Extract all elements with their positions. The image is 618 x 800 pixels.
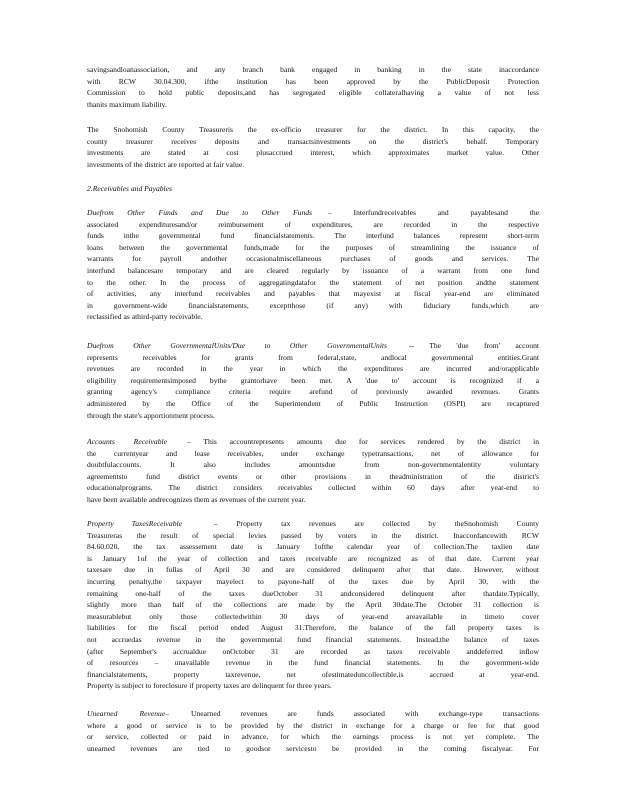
text-line: funds inthe governmental fund financialstatements. The interfund balances represent short-term	[87, 231, 539, 241]
paragraph-deposits	[87, 64, 539, 110]
text-line: through the state's apportionment process.	[87, 410, 215, 420]
text-line: financialstatements, property taxrevenue, net ofestimateduncollectible,is accrued at year-end.	[87, 669, 539, 679]
text-line: have been available andrecognizes them as revenues of the current year.	[87, 494, 306, 504]
text-line: revenues are recorded in the year in which the expenditures are incurred and/orapplicable	[87, 364, 539, 374]
text-line: associated expendituresand/or reimbursement of expenditures, are recorded in the respective	[87, 219, 539, 229]
text-line: Unearned revenues are funds associated with exchange-type transactions	[191, 709, 539, 718]
text-line: doubtfulaccounts. It also includes amountsdue from non-governmentalentity voluntary	[87, 460, 539, 470]
text-line: Treasureras the result of special levies passed by voters in the district. Inaccordancewith RCW	[87, 530, 539, 540]
text-line: of activities, any interfund receivables and payables that mayexist at fiscal year-end are eliminated	[87, 289, 539, 299]
text-line: or service, collected or paid in advance, for which the earnings process is not yet complete. The	[87, 732, 539, 742]
text-line: incurring penalty,the taxpayer mayelect to payone-half of the taxes due by April 30, with the	[87, 576, 539, 586]
text-line: investments of the district are reported at fair value.	[87, 159, 245, 169]
text-line: warrants for payroll andother occasionalmiscellaneous purchases of goods and services. The	[87, 254, 539, 264]
text-line: The Snohomish County Treasureris the ex-officio treasurer for the district. In this capacity, the	[87, 125, 539, 134]
text-line: Property is subject to foreclosure if property taxes are delinquent for three years.	[87, 681, 332, 691]
text-line: of resources – unavailable revenue in the fund financial statements. In the government-wide	[87, 658, 539, 668]
text-line: loans between the governmental funds,made for the purposes of streamlining the issuance of	[87, 242, 539, 252]
heading-receivables-payables: 2.Receivables and Payables	[87, 184, 172, 193]
text-line: savingsandloanassociation, and any branch bank engaged in banking in the state inaccordance	[87, 65, 539, 74]
text-line: – Property tax revenues are collected by theSnohomish County	[214, 519, 539, 528]
text-line: investments are stated at cost plusaccrued interest, which approximates market value. Other	[87, 148, 539, 158]
text-line: eligibility requirementsimposed bythe grantorhave been met. A 'due to' account is recognized if a	[87, 375, 539, 385]
paragraph-treasurer	[87, 124, 539, 170]
text-line: 84.60.020, the tax assessement date is January 1ofthe calendar year of collection.The taxlien date	[87, 542, 539, 552]
text-line: -- The 'due from' account	[409, 341, 539, 350]
text-line: taxesare due in fullas of April 30 and are considered delinquent after that date. However, without	[87, 565, 539, 575]
subheading-unearned-revenue: Unearned Revenue–	[87, 709, 169, 718]
paragraph-unearned-revenue	[87, 708, 539, 754]
subheading-due-from-other-funds: Duefrom Other Funds and Due to Other Funds	[87, 208, 312, 217]
text-line: administered by the Office of the Superintendent of Public Instruction (OSPI) are recaptured	[87, 398, 539, 408]
text-line: measurablebut only those collectedwithin 30 days of year-end areavailable in timeto cover	[87, 611, 539, 621]
subheading-accounts-receivable: Accounts Receivable	[87, 437, 167, 446]
text-line: – Interfundreceivables and payablesand the	[328, 208, 539, 217]
subheading-property-taxes: Property TaxesReceivable	[87, 519, 182, 528]
text-line: not accruedas revenue in the governmental fund financial statements. Instead,the balance of taxes	[87, 634, 539, 644]
section-heading	[87, 183, 539, 195]
text-line: with RCW 30.04.300, ifthe institution has been approved by the PublicDeposit Protection	[87, 76, 539, 86]
paragraph-due-from-other-funds	[87, 207, 539, 323]
text-line: remaining one-half of the taxes dueOctober 31 andconsidered delinquent after thatdate.Typically,	[87, 588, 539, 598]
text-line: educationalprograms. The district considers receivables collected within 60 days after year-end to	[87, 483, 539, 493]
text-line: granting agency's compliance criteria require arefund of previously awarded revenues. Grants	[87, 387, 539, 397]
text-line: (after September's accrualdue onOctober 31 are recorded as taxes receivable anddeferred inflow	[87, 646, 539, 656]
text-line: where a good or service is to be provided by the district in exchange for a charge or fee for that good	[87, 720, 539, 730]
subheading-due-from-governmental-units: Duefrom Other GovernmentalUnits/Due to Other GovernmentalUnits	[87, 341, 387, 350]
text-line: slightly more than half of the collections are made by the April 30date.The October 31 collection is	[87, 600, 539, 610]
paragraph-accounts-receivable	[87, 436, 539, 506]
paragraph-property-taxes	[87, 518, 539, 692]
text-line: interfund balancesare temporary and are cleared regularly by issuance of a warrant from one fund	[87, 265, 539, 275]
text-line: in government-wide financialstatements, exceptthose (if any) with fiduciary funds,which are	[87, 300, 539, 310]
text-line: county treasurer receives deposits and transactsinvestments on the district's behalf. Temporary	[87, 136, 539, 146]
text-line: represents receivables for grants from federal,state, andlocal governmental entities.Grant	[87, 352, 539, 362]
text-line: thanits maximum liability.	[87, 99, 167, 109]
text-line: the currentyear and lease receivables, under exchange typetransactions, net of allowance for	[87, 448, 539, 458]
text-line: to the other. In the process of aggregatingdatafor the statement of net position andthe statement	[87, 277, 539, 287]
text-line: – This accountrepresents amounts due for services rendered by the district in	[187, 437, 539, 446]
text-line: agreementsto fund district events or other provisions in theadministration of the district's	[87, 471, 539, 481]
paragraph-due-from-governmental-units	[87, 340, 539, 421]
text-line: Commission to hold public deposits,and has segregated eligible collateralhaving a value of not less	[87, 88, 539, 98]
text-line: unearned revenues are tied to goodsor servicesto be provided in the coming fiscalyear. For	[87, 743, 539, 753]
text-line: liabilities for the fiscal period ended August 31.Therefore, the balance of the fall property taxes is	[87, 623, 539, 633]
text-line: reclassified as athird-party receivable.	[87, 312, 203, 322]
text-line: is January 1of the year of collection and taxes receivable are recognized as of that date. Current year	[87, 553, 539, 563]
